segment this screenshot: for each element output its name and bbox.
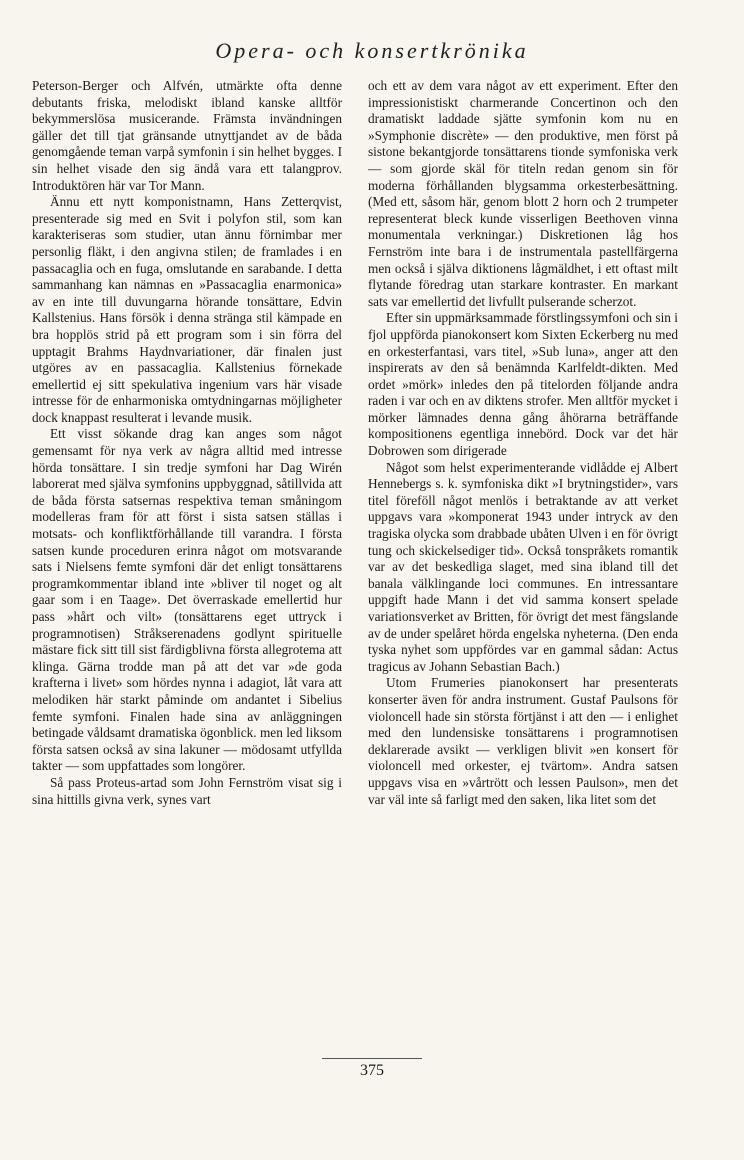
paragraph: Utom Frumeries pianokonsert har presenterats konserter även för andra instrument. Gustaf Paulsons för violoncell hade sin största förtjänst i att den — i enlighet med den lundensiske tonsättarens i programnotisen deklarerade avsikt — verkligen blivit »en konsert för violoncell med orkester, ej tvärtom». Andra satsen uppgavs visa en »vårtrött och lessen Paulson», men det var väl inte så farligt med den saken, lika litet som det	[368, 675, 678, 807]
left-column	[32, 78, 342, 808]
paragraph: Något som helst experimenterande vidlådde ej Albert Hennebergs s. k. symfoniska dikt »I brytningstider», vars titel föreföll något menlös i betraktande av att verket uppgavs vara »komponerat 1943 under intryck av den tragiska olycka som drabbade ubåten Ulven i en för övrigt tung och skickelsediger tid». Också tonspråkets romantik var av det beskedliga slaget, med sina ibland till det banala välklingande loci communes. En intressantare uppgift hade Mann i det vid samma konsert spelade variationsverket av Britten, för övrigt det mest fängslande av de under spelåret hörda engelska nyheterna. (Den enda tyska nyhet som uppfördes var en gammal sådan: Actus tragicus av Johann Sebastian Bach.)	[368, 459, 678, 674]
paragraph: Ännu ett nytt komponistnamn, Hans Zetterqvist, presenterade sig med en Svit i polyfon stil, som kan karakteriseras som studier, utan ännu förnimbar mer personlig fläkt, i den angivna stilen; de framlades i en passacaglia och en fuga, omslutande en sarabande. I detta sammanhang kan nämnas en »Passacaglia enarmonica» av en inte till duvungarna hörande tonsättare, Edvin Kallstenius. Hans försök i denna stränga stil kämpade en bra hopplös strid på ett program som i sin förra del upptagit Brahms Haydnvariationer, där finalen just utgöres av en passacaglia. Kallstenius förnekade emellertid ej sitt spekulativa ingenium vars här visade intresse för de enharmoniska omtydningarnas möjligheter dock knappast resulterat i levande musik.	[32, 194, 342, 425]
paragraph: Efter sin uppmärksammade förstlingssymfoni och sin i fjol uppförda pianokonsert kom Sixten Eckerberg nu med en orkesterfantasi, vars titel, »Sub luna», anger att den inspirerats av den så benämnda Karlfeldt-dikten. Med ordet »mörk» inledes den på titelorden följande andra raden i var och en av diktens strofer. Men alltför mycket i mörker lämnades denna gång åhörarna beträffande kompositionens egentliga innebörd. Dock var det här Dobrowen som dirigerade	[368, 310, 678, 459]
paragraph: Peterson-Berger och Alfvén, utmärkte ofta denne debutants friska, melodiskt ibland kanske alltför bekymmerslösa musicerande. Främsta invändningen gäller det till tjat gränsande utnyttjandet av de båda genomgående teman varpå symfonin i sin helhet bygges. I sin helhet visade den sig ändå vara ett talangprov. Introduktören här var Tor Mann.	[32, 78, 342, 193]
paragraph: Ett visst sökande drag kan anges som något gemensamt för nya verk av några alltid med intresse hörda tonsättare. I sin tredje symfoni har Dag Wirén laborerat med själva symfonins uppbyggnad, såtillvida att de båda första satsernas respektiva teman småningom modelleras fram för att först i sista satsen ställas i motsats- och konfliktförhållande till varandra. I första satsen kunde proceduren erinra något om motsvarande sats i Nielsens femte symfoni där det enligt tonsättarens programkommentar ibland inte »bliver til noget og alt gaar som i en Taage». Det överraskade emellertid hur pass »hårt och vilt» (tonsättarens eget uttryck i programnotisen) Stråkserenadens godlynt spirituelle mästare fick sitt till sist färdigblivna första allegrotema att klinga. Gärna trodde man på att det var »de goda krafterna i livet» som hördes nynna i adagiot, låt vara att melodiken här starkt påminde om andantet i Sibelius femte symfoni. Finalen hade sina av anläggningen betingade våldsamt dramatiska ögonblick. men led liksom första satsen också av sina lakuner — mödosamt utfyllda takter — som uppfattades som longörer.	[32, 426, 342, 774]
right-column	[368, 78, 678, 808]
paragraph: och ett av dem vara något av ett experiment. Efter den impressionistiskt charmerande Concertinon och den dramatiskt laddade sjätte symfonin kom nu en »Symphonie discrète» — den produktive, men först på sistone bekantgjorde tonsättarens tionde symfoniska verk — som gjorde skäl för titeln redan genom sin för moderna förhållanden blygsamma orkesterbesättning. (Med ett, såsom här, genom blott 2 horn och 2 trumpeter representerat bleck kunde visserligen Beethoven vinna monumentala verkningar.) Diskretionen låg hos Fernström inte bara i de instrumentala pastellfärgerna men också i själva diktionens lågmäldhet, i ett oftast milt flytande föredrag utan starkare kontraster. En markant sats var emellertid det livfullt pulserande scherzot.	[368, 78, 678, 309]
page-number: 375	[360, 1062, 384, 1079]
running-title: Opera- och konsertkrönika	[215, 38, 529, 63]
page-number-rule	[322, 1058, 422, 1059]
paragraph: Så pass Proteus-artad som John Fernström visat sig i sina hittills givna verk, synes vart	[32, 774, 342, 807]
